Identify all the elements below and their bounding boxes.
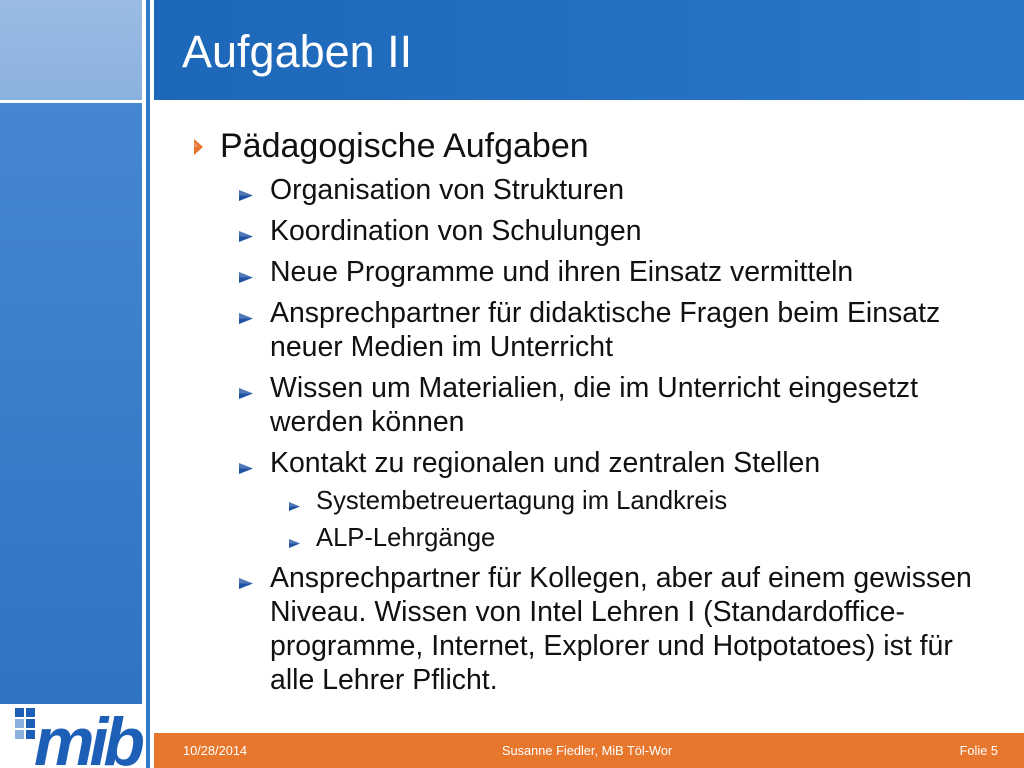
triangle-right-icon bbox=[239, 313, 253, 324]
bullet-level2-text: Kontakt zu regionalen und zentralen Stellen bbox=[270, 447, 821, 479]
logo-square bbox=[15, 730, 24, 739]
footer-author: Susanne Fiedler, MiB Töl-Wor bbox=[502, 743, 673, 758]
vertical-divider-line bbox=[146, 0, 150, 768]
caret-right-icon bbox=[194, 139, 203, 155]
sidebar-accent-block bbox=[0, 0, 142, 100]
triangle-right-icon bbox=[239, 190, 253, 201]
bullet-level2-item bbox=[270, 173, 988, 207]
triangle-right-icon bbox=[289, 502, 300, 511]
bullet-level2-item bbox=[270, 214, 988, 248]
triangle-right-icon bbox=[239, 463, 253, 474]
logo-square bbox=[15, 708, 24, 717]
slide-number: Folie 5 bbox=[959, 743, 998, 758]
bullet-level3-text: ALP-Lehrgänge bbox=[316, 524, 496, 552]
footer-date: 10/28/2014 bbox=[183, 743, 248, 758]
bullet-level2-text: Wissen um Materialien, die im Unterricht eingesetzt werden können bbox=[270, 372, 918, 438]
logo-text: mib bbox=[34, 704, 140, 768]
bullet-level3-list bbox=[316, 486, 988, 554]
bullet-level3-text: Systembetreuertagung im Landkreis bbox=[316, 487, 728, 515]
bullet-level2-text: Neue Programme und ihren Einsatz vermitteln bbox=[270, 256, 854, 288]
triangle-right-icon bbox=[239, 578, 253, 589]
logo-square bbox=[15, 719, 24, 728]
slide-body bbox=[220, 126, 988, 697]
slide-title: Aufgaben II bbox=[182, 26, 413, 77]
bullet-level2-list bbox=[270, 173, 988, 697]
footer-bar bbox=[154, 733, 1024, 768]
bullet-level2-item bbox=[270, 446, 988, 554]
bullet-level2-text: Ansprechpartner für didaktische Fragen beim Einsatz neuer Medien im Unterricht bbox=[270, 297, 941, 363]
triangle-right-icon bbox=[239, 388, 253, 399]
bullet-level2-text: Koordination von Schulungen bbox=[270, 215, 642, 247]
bullet-level2-item bbox=[270, 561, 988, 697]
bullet-level2-item bbox=[270, 371, 988, 439]
bullet-level2-item bbox=[270, 296, 988, 364]
title-bar bbox=[154, 0, 1024, 100]
bullet-level2-text: Organisation von Strukturen bbox=[270, 174, 625, 206]
mib-logo bbox=[0, 704, 146, 768]
bullet-level2-text: Ansprechpartner für Kollegen, aber auf einem gewissen Niveau. Wissen von Intel Lehren I (Standardoffice-programme, Internet, Explorer und Hotpotatoes) ist für alle Lehrer Pflicht. bbox=[270, 562, 972, 696]
bullet-level3-item bbox=[316, 523, 988, 554]
sidebar-band bbox=[0, 103, 142, 704]
triangle-right-icon bbox=[239, 231, 253, 242]
bullet-level2-item bbox=[270, 255, 988, 289]
bullet-level1-item bbox=[220, 126, 988, 167]
bullet-level3-item bbox=[316, 486, 988, 517]
bullet-level1-text: Pädagogische Aufgaben bbox=[220, 127, 589, 165]
triangle-right-icon bbox=[239, 272, 253, 283]
triangle-right-icon bbox=[289, 539, 300, 548]
